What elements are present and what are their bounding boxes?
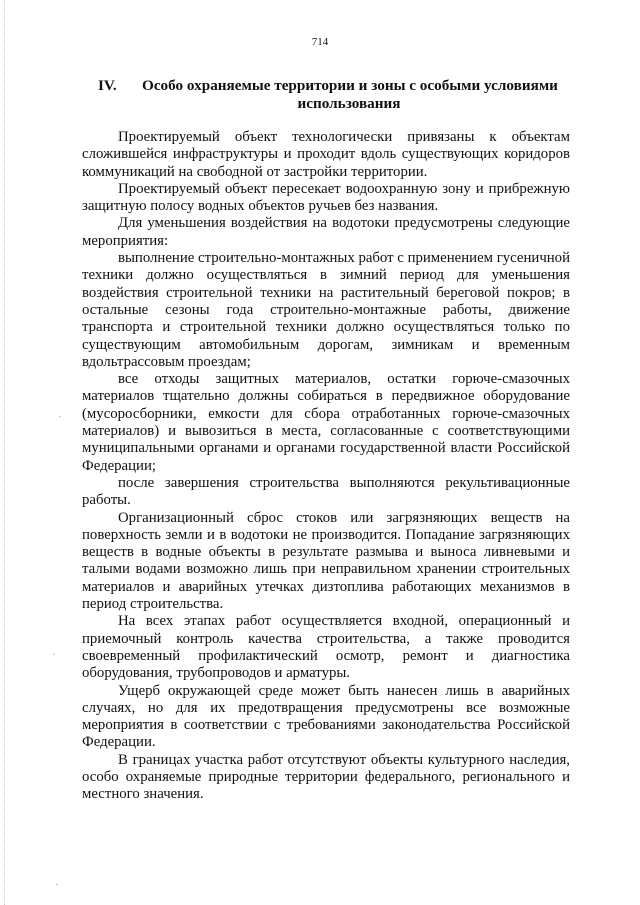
section-number: IV. [98, 77, 117, 94]
paragraph-cultural-heritage: В границах участка работ отсутствуют объекты культурного наследия, особо охраняемые природные территории федерального, регионального и местного значения. [82, 751, 570, 803]
heading-line-1 [98, 77, 570, 95]
scan-speck: · [55, 880, 59, 891]
paragraph-measure-construction: выполнение строительно-монтажных работ с применением гусеничной техники должно осуществляться в зимний период для уменьшения воздействия строительной техники на растительный береговой покров; в остальные сезоны года строительно-монтажные работы, движение транспорта и строительной техники должно осуществляться только по существующим автомобильным дорогам, зимникам и временным вдольтрассовым проездам; [82, 250, 570, 370]
scan-edge-line [4, 0, 6, 905]
page-number: 714 [311, 36, 329, 48]
section-title: Особо охраняемые территории и зоны с особыми условиями [142, 77, 558, 94]
paragraph-project-infrastructure: Проектируемый объект технологически привязаны к объектам сложившейся инфраструктуры и проходит вдоль существующих коридоров коммуникаций на свободной от застройки территории. [82, 129, 570, 180]
scan-speck: · [58, 412, 62, 423]
paragraph-measure-recultivation: после завершения строительства выполняются рекультивационные работы. [82, 474, 570, 509]
document-body [82, 129, 570, 804]
section-heading [98, 77, 570, 113]
scan-speck: · [52, 650, 56, 661]
paragraph-water-protection-zone: Проектируемый объект пересекает водоохранную зону и прибрежную защитную полосу водных объектов ручьев без названия. [82, 180, 570, 215]
paragraph-quality-control: На всех этапах работ осуществляется входной, операционный и приемочный контроль качества строительства, а также проводится своевременный профилактический осмотр, ремонт и диагностика оборудования, трубопроводов и арматуры. [82, 613, 570, 682]
paragraph-measures-intro: Для уменьшения воздействия на водотоки предусмотрены следующие мероприятия: [82, 215, 570, 249]
section-title-continuation: использования [297, 95, 401, 112]
paragraph-discharge: Организационный сброс стоков или загрязняющих веществ на поверхность земли и в водотоки не производится. Попадание загрязняющих веществ в водные объекты в результате размыва и выноса ливневыми и талыми водами возможно лишь при неправильном хранении строительных материалов и аварийных утечках дизтоплива работающих механизмов в период строительства. [82, 509, 570, 613]
paragraph-environmental-damage: Ущерб окружающей среде может быть нанесен лишь в аварийных случаях, но для их предотвращения предусмотрены все возможные мероприятия в соответствии с требованиями законодательства Российской Федерации. [82, 682, 570, 751]
paragraph-measure-waste: все отходы защитных материалов, остатки горюче-смазочных материалов тщательно должны собираться в передвижное оборудование (мусоросборники, емкости для сбора отработанных горюче-смазочных материалов) и вывозиться в места, согласованные с соответствующими муниципальными органами и органами государственной власти Российской Федерации; [82, 371, 570, 474]
